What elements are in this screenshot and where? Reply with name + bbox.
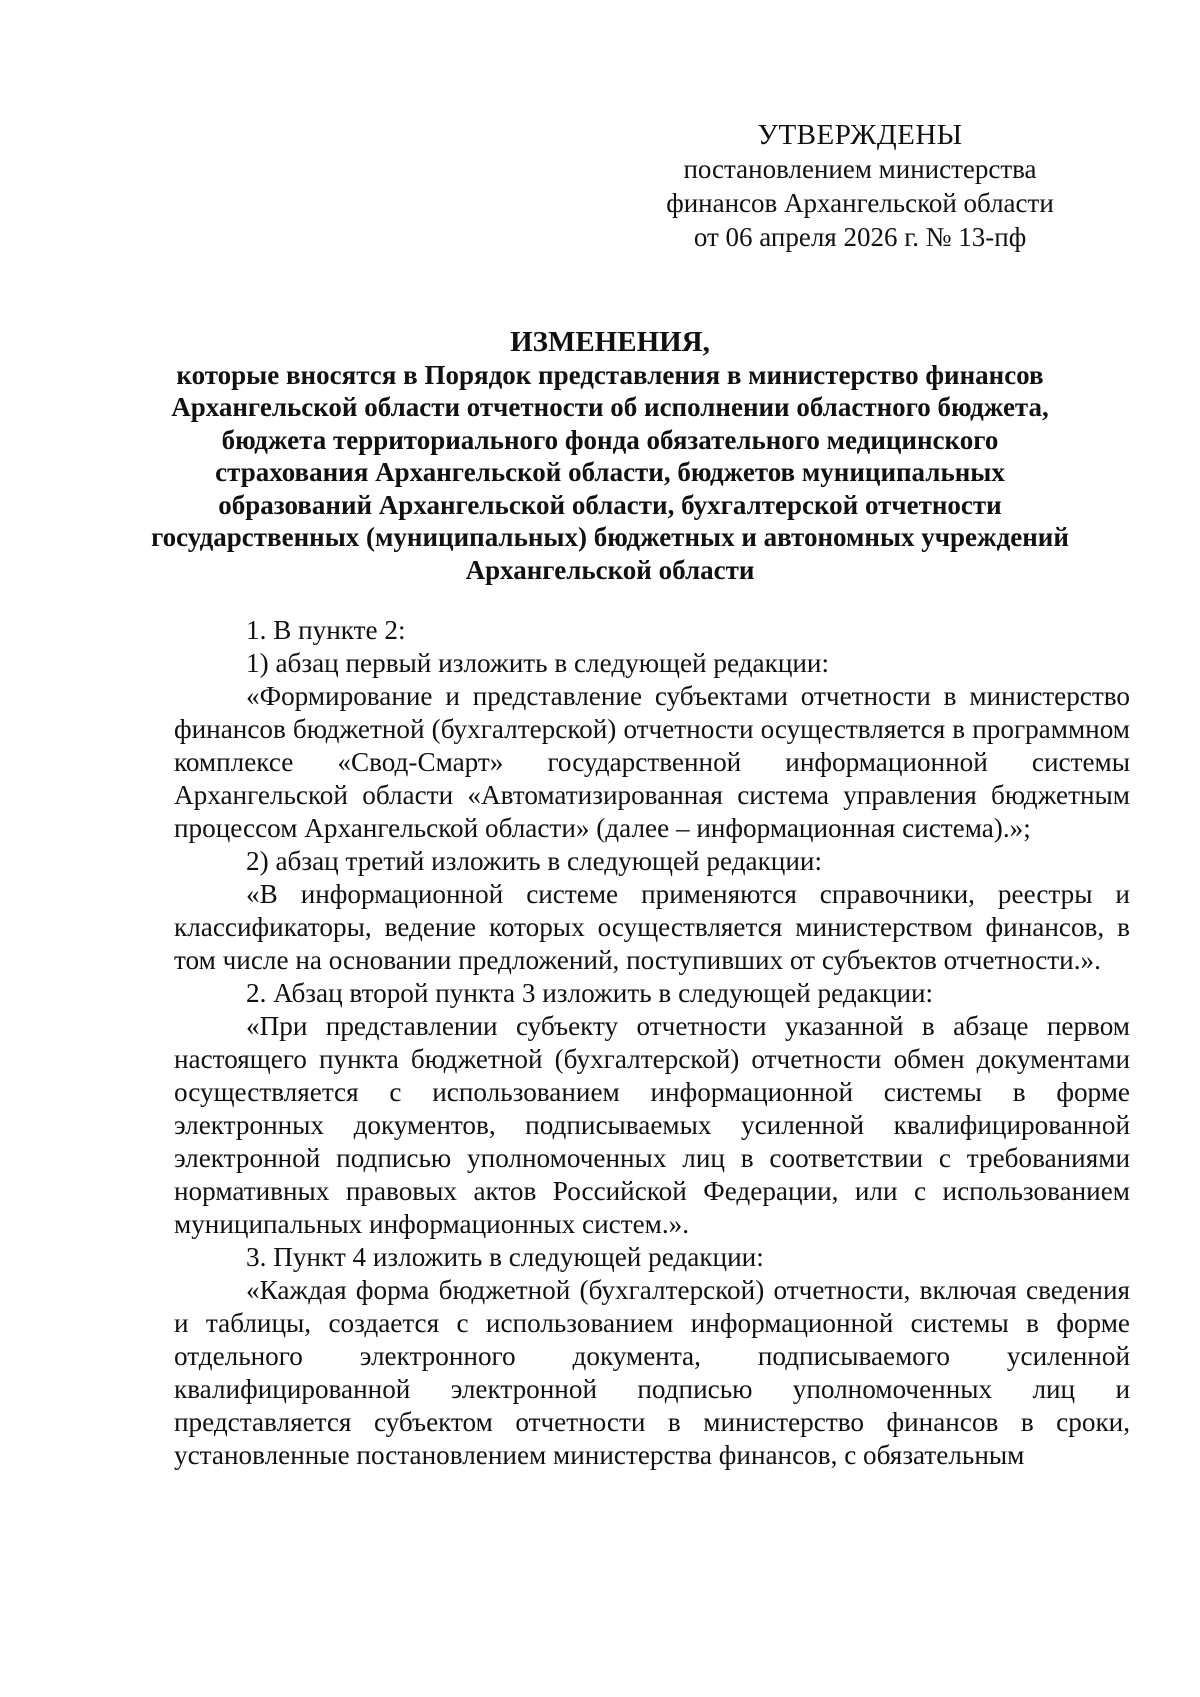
paragraph: 1. В пункте 2:: [246, 615, 406, 645]
paragraph: «Каждая форма бюджетной (бухгалтерской) отчетности, включая сведения и таблицы, создается с использованием информационной системы в форме отдельного электронного документа, подписываемого усиленной квалифицированной электронной подписью уполномоченных лиц и представляется субъектом отчетности в министерство финансов в сроки, установленные постановлением министерства финансов, с обязательным: [174, 1275, 1130, 1470]
paragraph: 2. Абзац второй пункта 3 изложить в следующей редакции:: [246, 978, 934, 1008]
document-title: ИЗМЕНЕНИЯ,: [510, 326, 710, 358]
paragraph: «Формирование и представление субъектами отчетности в министерство финансов бюджетной (бухгалтерской) отчетности осуществляется в программном комплексе «Свод-Смарт» государственной информационной системы Архангельской области «Автоматизированная система управления бюджетным процессом Архангельской области» (далее – информационная система).»;: [174, 681, 1130, 843]
document-subtitle: которые вносятся в Порядок представления в министерство финансов Архангельской области отчетности об исполнении областного бюджета, бюджета территориального фонда обязательного медицинского страхования Архангельской области, бюджетов муниципальных образований Архангельской области, бухгалтерской отчетности государственных (муниципальных) бюджетных и автономных учреждений Архангельской области: [151, 359, 1069, 585]
document-body: [174, 614, 1130, 1472]
paragraph: «При представлении субъекту отчетности указанной в абзаце первом настоящего пункта бюджетной (бухгалтерской) отчетности обмен документами осуществляется с использованием информационной системы в форме электронных документов, подписываемых усиленной квалифицированной электронной подписью уполномоченных лиц в соответствии с требованиями нормативных правовых актов Российской Федерации, или с использованием муниципальных информационных систем.».: [174, 1011, 1130, 1239]
paragraph: 1) абзац первый изложить в следующей редакции:: [246, 648, 830, 678]
approval-line-3: от 06 апреля 2026 г. № 13-пф: [693, 222, 1027, 252]
paragraph: «В информационной системе применяются справочники, реестры и классификаторы, ведение которых осуществляется министерством финансов, в том числе на основании предложений, поступивших от субъектов отчетности.».: [174, 879, 1130, 975]
paragraph: 2) абзац третий изложить в следующей редакции:: [246, 846, 823, 876]
paragraph: 3. Пункт 4 изложить в следующей редакции:: [246, 1242, 764, 1272]
document-heading: [150, 326, 1070, 586]
approval-block: [640, 118, 1080, 254]
approval-title: УТВЕРЖДЕНЫ: [757, 119, 963, 151]
approval-line-2: финансов Архангельской области: [666, 188, 1054, 218]
approval-line-1: постановлением министерства: [683, 154, 1037, 184]
